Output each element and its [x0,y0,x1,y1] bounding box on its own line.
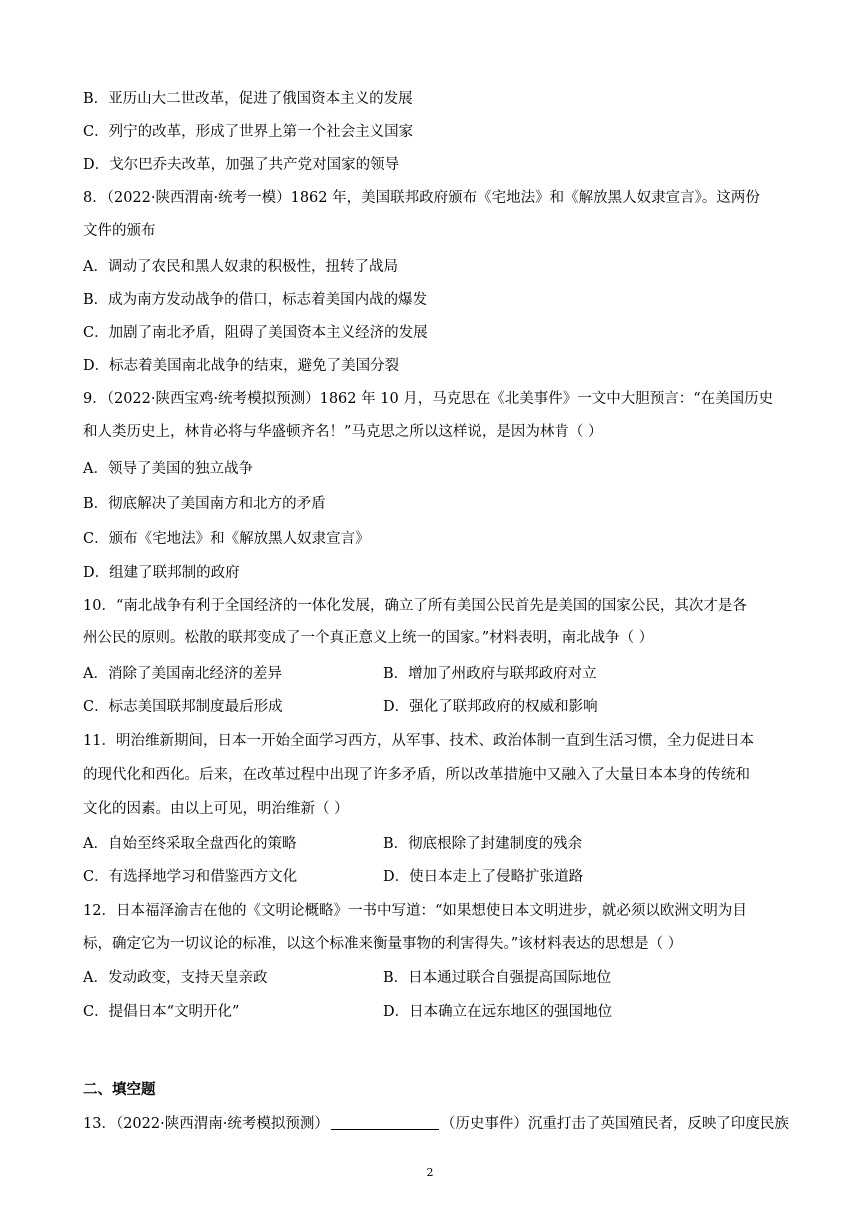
q12-option-b: B．日本通过联合自强提高国际地位 [383,970,612,986]
q9-stem-line-2: 和人类历史上，林肯必将与华盛顿齐名！”马克思之所以这样说，是因为林肯（ ） [83,424,603,440]
q8-option-b: B．成为南方发动战争的借口，标志着美国内战的爆发 [83,292,428,308]
q10-option-d: D．强化了联邦政府的权威和影响 [383,699,598,715]
q11-stem-line-1: 11．明治维新期间，日本一开始全面学习西方，从军事、技术、政治体制一直到生活习惯，全力促进日本 [83,733,754,749]
q9-option-d: D．组建了联邦制的政府 [83,565,240,581]
q10-option-a: A．消除了美国南北经济的差异 [83,666,282,682]
q12-stem-line-1: 12．日本福泽渝吉在他的《文明论概略》一书中写道：“如果想使日本文明进步，就必须以欧洲文明为目 [83,903,747,919]
q12-option-d: D．日本确立在远东地区的强国地位 [383,1004,613,1020]
q9-option-b: B．彻底解决了美国南方和北方的矛盾 [83,496,326,512]
q10-stem-line-2: 州公民的原则。松散的联邦变成了一个真正意义上统一的国家。”材料表明，南北战争（ ） [83,630,654,646]
q12-option-a: A．发动政变，支持天皇亲政 [83,970,268,986]
q13-stem [83,1114,789,1134]
page-number: 2 [426,1166,434,1179]
q9-stem-line-1: 9．（2022·陕西宝鸡·统考模拟预测）1862 年 10 月，马克思在《北美事件》一文中大胆预言：“在美国历史 [83,391,774,407]
q11-stem-line-3: 文化的因素。由以上可见，明治维新（ ） [83,801,349,817]
q13-answer-blank[interactable] [331,1115,439,1130]
q8-option-c: C．加剧了南北矛盾，阻碍了美国资本主义经济的发展 [83,325,428,341]
q8-option-d: D．标志着美国南北战争的结束，避免了美国分裂 [83,358,400,374]
q11-option-d: D．使日本走上了侵略扩张道路 [383,869,584,885]
q12-option-c: C．提倡日本“文明开化” [83,1004,240,1020]
q10-option-b: B．增加了州政府与联邦政府对立 [383,666,597,682]
q7-option-d: D．戈尔巴乔夫改革，加强了共产党对国家的领导 [83,157,400,173]
q8-stem-line-1: 8．（2022·陕西渭南·统考一模）1862 年，美国联邦政府颁布《宅地法》和《解放黑人奴隶宣言》。这两份 [83,190,760,206]
q8-option-a: A．调动了农民和黑人奴隶的积极性，扭转了战局 [83,259,398,275]
q13-suffix: （历史事件）沉重打击了英国殖民者，反映了印度民族 [440,1116,789,1132]
q7-option-b: B．亚历山大二世改革，促进了俄国资本主义的发展 [83,91,413,107]
section-heading-fill-in: 二、填空题 [83,1081,156,1098]
q10-stem-line-1: 10．“南北战争有利于全国经济的一体化发展，确立了所有美国公民首先是美国的国家公民，其次才是各 [83,598,747,614]
q12-stem-line-2: 标，确定它为一切议论的标准，以这个标准来衡量事物的利害得失。”该材料表达的思想是（ ） [83,936,683,952]
q8-stem-line-2: 文件的颁布 [83,223,156,239]
q9-option-a: A．领导了美国的独立战争 [83,461,253,477]
q7-option-c: C．列宁的改革，形成了世界上第一个社会主义国家 [83,124,414,140]
q11-option-c: C．有选择地学习和借鉴西方文化 [83,869,298,885]
q9-option-c: C．颁布《宅地法》和《解放黑人奴隶宣言》 [83,531,370,547]
q11-option-b: B．彻底根除了封建制度的残余 [383,836,583,852]
q13-prefix: 13．（2022·陕西渭南·统考模拟预测） [83,1116,329,1132]
q10-option-c: C．标志美国联邦制度最后形成 [83,699,283,715]
q11-option-a: A．自始至终采取全盘西化的策略 [83,836,297,852]
q11-stem-line-2: 的现代化和西化。后来，在改革过程中出现了许多矛盾，所以改革措施中又融入了大量日本本身的传统和 [83,767,750,783]
